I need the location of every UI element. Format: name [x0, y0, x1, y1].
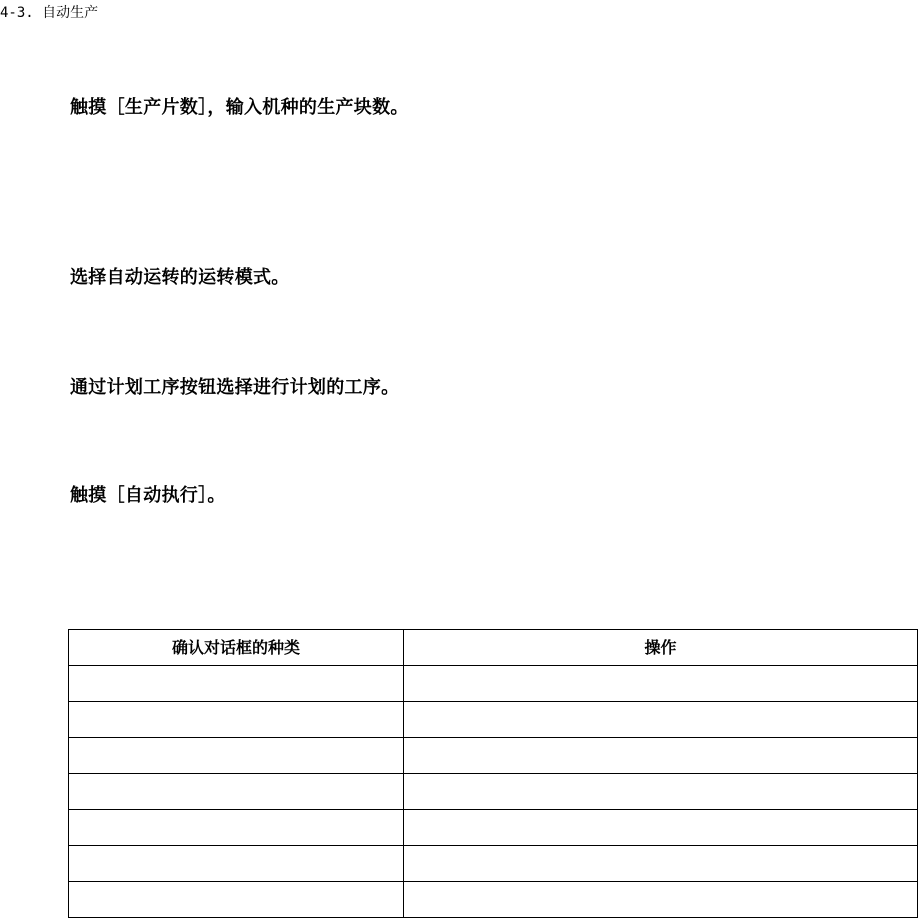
step-1-text: 触摸［生产片数］，输入机种的生产块数。 — [70, 97, 409, 118]
step-4-text: 触摸［自动执行］。 — [70, 485, 226, 506]
table-cell-operation — [404, 738, 918, 774]
table-cell-operation — [404, 702, 918, 738]
table-row — [69, 774, 918, 810]
table-cell-operation — [404, 846, 918, 882]
table-cell-operation — [404, 666, 918, 702]
table-row — [69, 810, 918, 846]
table-header-row — [69, 630, 918, 666]
table-cell-dialog-type — [69, 738, 404, 774]
table-row — [69, 666, 918, 702]
table-row — [69, 738, 918, 774]
table-cell-dialog-type — [69, 666, 404, 702]
step-2-text: 选择自动运转的运转模式。 — [70, 267, 290, 288]
table-cell-dialog-type — [69, 702, 404, 738]
section-heading: 4-3. 自动生产 — [0, 5, 99, 21]
table-row — [69, 702, 918, 738]
column-header-operation: 操作 — [404, 630, 918, 666]
table-cell-dialog-type — [69, 882, 404, 918]
table-cell-dialog-type — [69, 810, 404, 846]
table-cell-dialog-type — [69, 774, 404, 810]
table-cell-operation — [404, 810, 918, 846]
step-3-text: 通过计划工序按钮选择进行计划的工序。 — [70, 377, 400, 398]
confirmation-dialog-table — [68, 629, 918, 918]
table-cell-operation — [404, 882, 918, 918]
table-row — [69, 882, 918, 918]
table-row — [69, 846, 918, 882]
table-cell-dialog-type — [69, 846, 404, 882]
column-header-dialog-type: 确认对话框的种类 — [69, 630, 404, 666]
table-cell-operation — [404, 774, 918, 810]
